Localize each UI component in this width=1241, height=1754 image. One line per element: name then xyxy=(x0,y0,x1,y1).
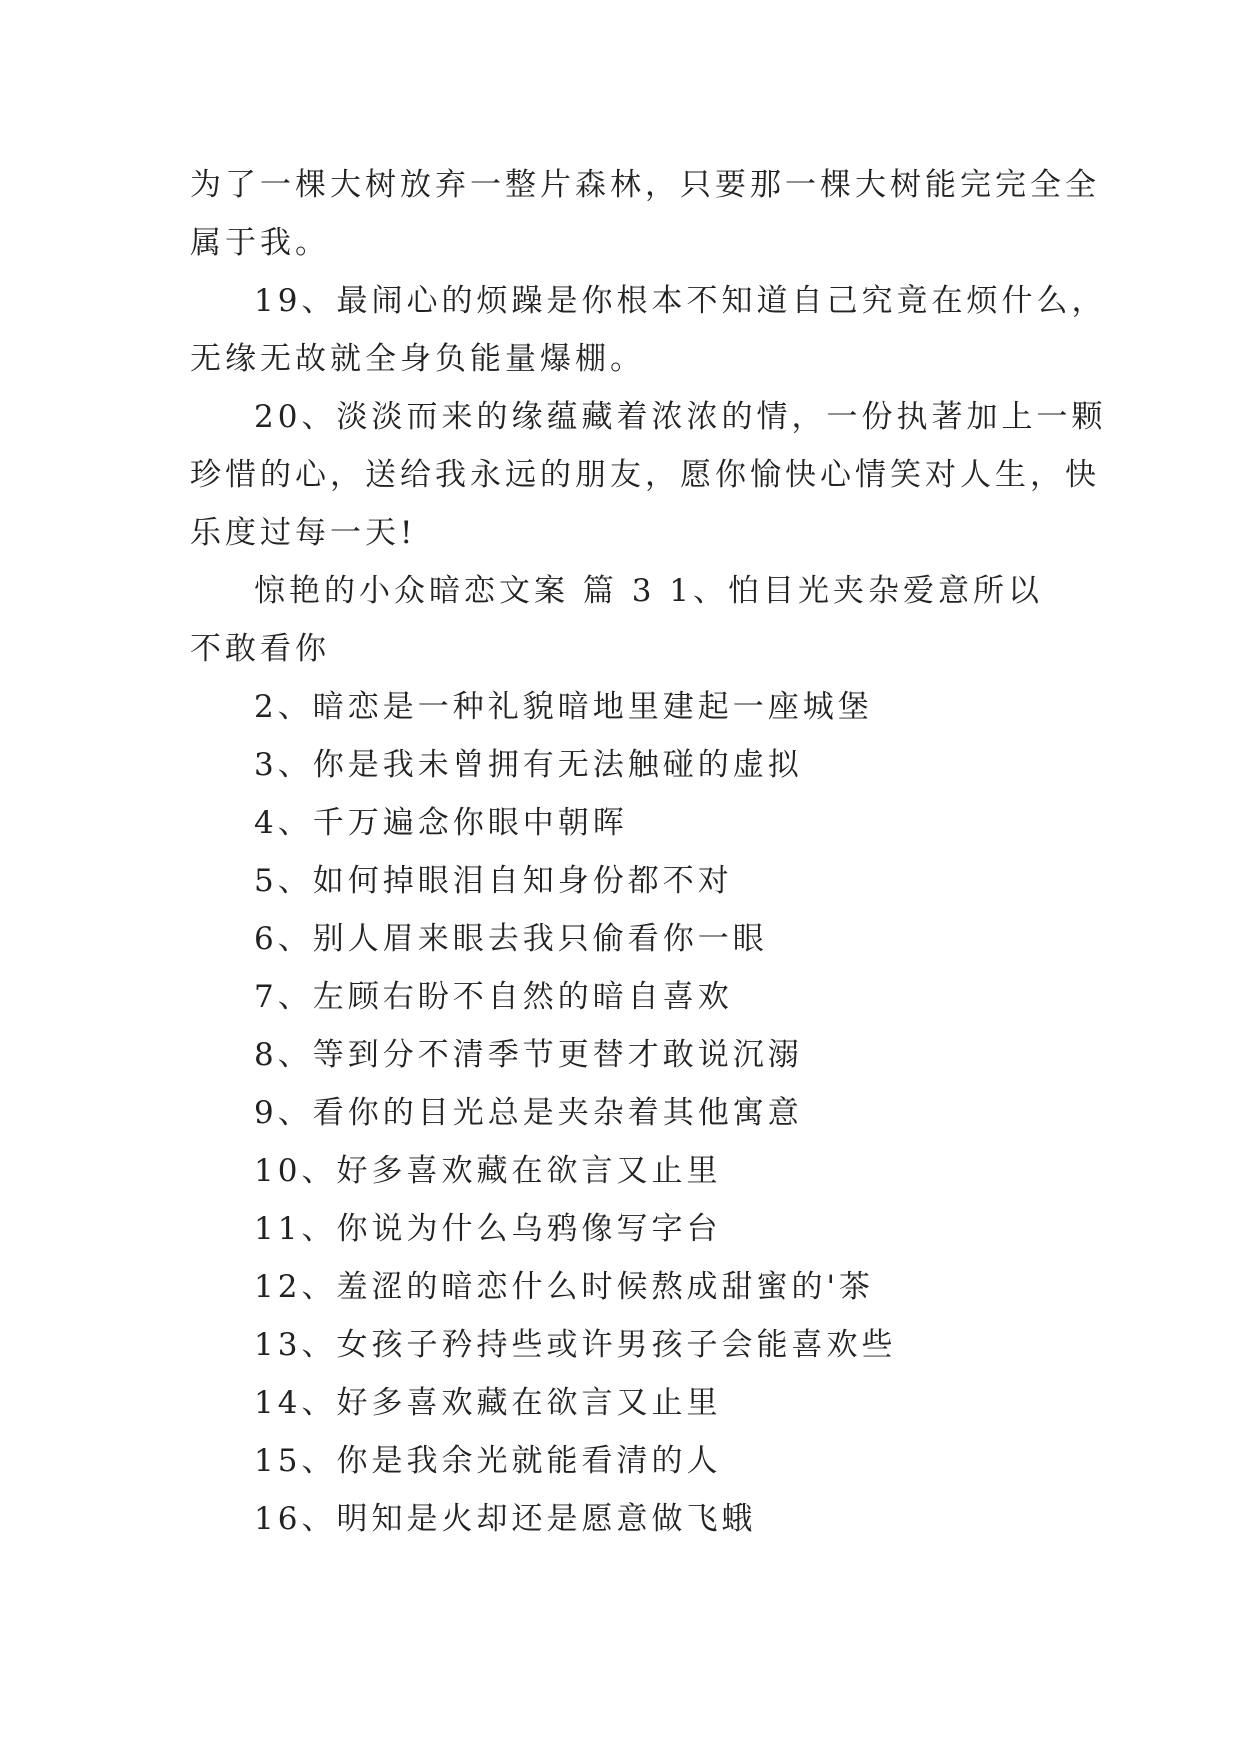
list-item: 3、你是我未曾拥有无法触碰的虚拟 xyxy=(254,747,803,783)
text-line: 不敢看你 xyxy=(190,631,330,667)
list-item: 10、好多喜欢藏在欲言又止里 xyxy=(254,1153,722,1189)
list-item: 9、看你的目光总是夹杂着其他寓意 xyxy=(254,1095,803,1131)
text-line: 19、最闹心的烦躁是你根本不知道自己究竟在烦什么， xyxy=(254,283,1107,319)
list-item: 6、别人眉来眼去我只偷看你一眼 xyxy=(254,921,768,957)
list-item: 14、好多喜欢藏在欲言又止里 xyxy=(254,1385,722,1421)
list-item: 8、等到分不清季节更替才敢说沉溺 xyxy=(254,1037,803,1073)
text-line: 属于我。 xyxy=(190,225,330,261)
list-item: 12、羞涩的暗恋什么时候熬成甜蜜的'茶 xyxy=(254,1269,874,1305)
text-line: 为了一棵大树放弃一整片森林，只要那一棵大树能完完全全 xyxy=(190,167,1100,203)
list-item: 7、左顾右盼不自然的暗自喜欢 xyxy=(254,979,733,1015)
text-line: 无缘无故就全身负能量爆棚。 xyxy=(190,341,645,377)
list-item: 15、你是我余光就能看清的人 xyxy=(254,1443,722,1479)
text-line: 20、淡淡而来的缘蕴藏着浓浓的情，一份执著加上一颗 xyxy=(254,399,1107,435)
list-item: 5、如何掉眼泪自知身份都不对 xyxy=(254,863,733,899)
section-heading-line: 惊艳的小众暗恋文案 篇 3 1、怕目光夹杂爱意所以 xyxy=(254,573,1044,609)
text-line: 乐度过每一天! xyxy=(190,515,417,551)
text-line: 珍惜的心，送给我永远的朋友，愿你愉快心情笑对人生，快 xyxy=(190,457,1100,493)
list-item: 2、暗恋是一种礼貌暗地里建起一座城堡 xyxy=(254,689,873,725)
list-item: 11、你说为什么乌鸦像写字台 xyxy=(254,1211,722,1247)
list-item: 13、女孩子矜持些或许男孩子会能喜欢些 xyxy=(254,1327,897,1363)
list-item: 16、明知是火却还是愿意做飞蛾 xyxy=(254,1501,757,1537)
list-item: 4、千万遍念你眼中朝晖 xyxy=(254,805,628,841)
